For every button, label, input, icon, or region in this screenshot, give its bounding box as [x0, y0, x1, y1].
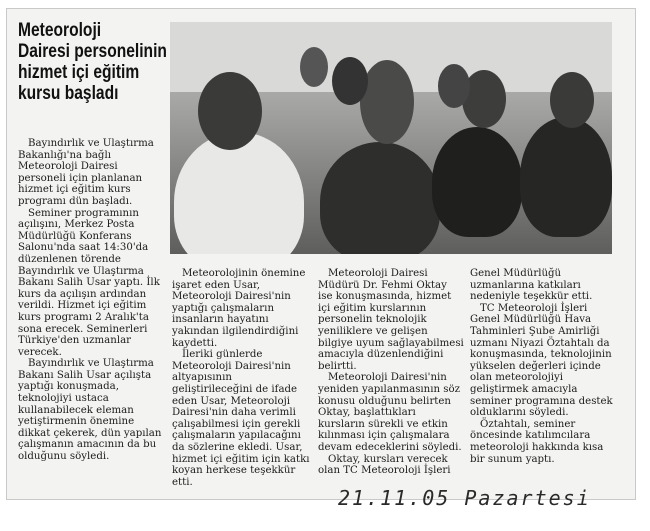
person-head — [550, 72, 594, 128]
headline-line: Meteoroloji — [18, 20, 102, 41]
person-silhouette — [432, 127, 522, 237]
news-photo — [170, 22, 612, 254]
article-column-2 — [172, 268, 314, 488]
article-column-1 — [18, 138, 166, 463]
person-silhouette — [174, 132, 304, 254]
article-paragraph: Meteoroloji Dairesi'nin yeniden yapılanmasının söz konusu olduğunu belirten Oktay, başlattıkları kursların sürekli ve etkin kılınması için çalışmalara devam edeceklerini söyledi. — [318, 372, 462, 453]
headline-line: hizmet içi eğitim — [18, 62, 140, 83]
article-paragraph: Meteorolojinin önemine işaret eden Usar, Meteoroloji Dairesi'nin yaptığı çalışmaların insanların hayatını yakından ilgilendirdiğini kaydetti. — [172, 268, 306, 349]
person-silhouette — [520, 117, 612, 237]
person-head — [438, 64, 470, 108]
person-head — [300, 47, 328, 87]
headline-line: Dairesi personelinin — [18, 41, 167, 62]
article-paragraph: Öztahtalı, seminer öncesinde katılımcılara meteoroloji hakkında kısa bir sunum yaptı. — [470, 418, 604, 465]
article-paragraph: Genel Müdürlüğü uzmanlarına katkıları nedeniyle teşekkür etti. — [470, 268, 593, 303]
article-paragraph: Oktay, kursları verecek olan TC Meteoroloji İşleri — [318, 453, 451, 477]
article-paragraph: Meteoroloji Dairesi Müdürü Dr. Fehmi Oktay ise konuşmasında, hizmet içi eğitim kurslarının personelin teknolojik yeniliklere ve gelişen bilgiye uyum sağlayabilmesi amacıyla düzenlendiğini belirtti. — [318, 268, 464, 372]
article-column-3 — [318, 268, 464, 477]
handwritten-date: 21.11.05 Pazartesi — [338, 486, 591, 510]
headline — [18, 20, 166, 104]
person-head — [360, 60, 414, 144]
article-column-4 — [470, 268, 616, 465]
person-silhouette — [320, 142, 440, 254]
article-paragraph: İleriki günlerde Meteoroloji Dairesi'nin altyapısının geliştirileceğini de ifade eden Usar, Meteoroloji Dairesi'nin daha verimli çalışabilmesi için gerekli çalışmaların yapılacağını da sözlerine ekledi. Usar, hizmet içi eğitim için katkı koyan herkese teşekkür etti. — [172, 349, 310, 488]
article-paragraph: Bayındırlık ve Ulaştırma Bakanı Salih Usar açılışta yaptığı konuşmada, teknolojiyi ustaca kullanabilecek eleman yetiştirmenin önemine dikkat çekerek, dün yapılan çalışmanın amacının da bu olduğunu söyledi. — [18, 358, 162, 463]
article-paragraph: TC Meteoroloji İşleri Genel Müdürlüğü Hava Tahminleri Şube Amirliği uzmanı Niyazi Öztahtalı da konuşmasında, teknolojinin yükselen değerleri içinde olan meteorolojiyi geliştirmek amacıyla seminer programına destek olduklarını söyledi. — [470, 302, 613, 419]
headline-line: kursu başladı — [18, 83, 119, 104]
article-paragraph: Seminer programının açılışını, Merkez Posta Müdürlüğü Konferans Salonu'nda saat 14:30'da düzenlenen törende Bayındırlık ve Ulaştırma Bakanı Salih Usar yaptı. İlk kurs da açılışın ardından verildi. Hizmet içi eğitim kurs programı 2 Aralık'ta sona erecek. Seminerleri Türkiye'den uzmanlar verecek. — [18, 207, 160, 358]
person-head — [198, 72, 262, 150]
article-paragraph: Bayındırlık ve Ulaştırma Bakanlığı'na bağlı Meteoroloji Dairesi personeli için planlanan hizmet içi eğitim kurs programı dün başladı. — [18, 138, 154, 207]
person-head — [332, 57, 368, 105]
